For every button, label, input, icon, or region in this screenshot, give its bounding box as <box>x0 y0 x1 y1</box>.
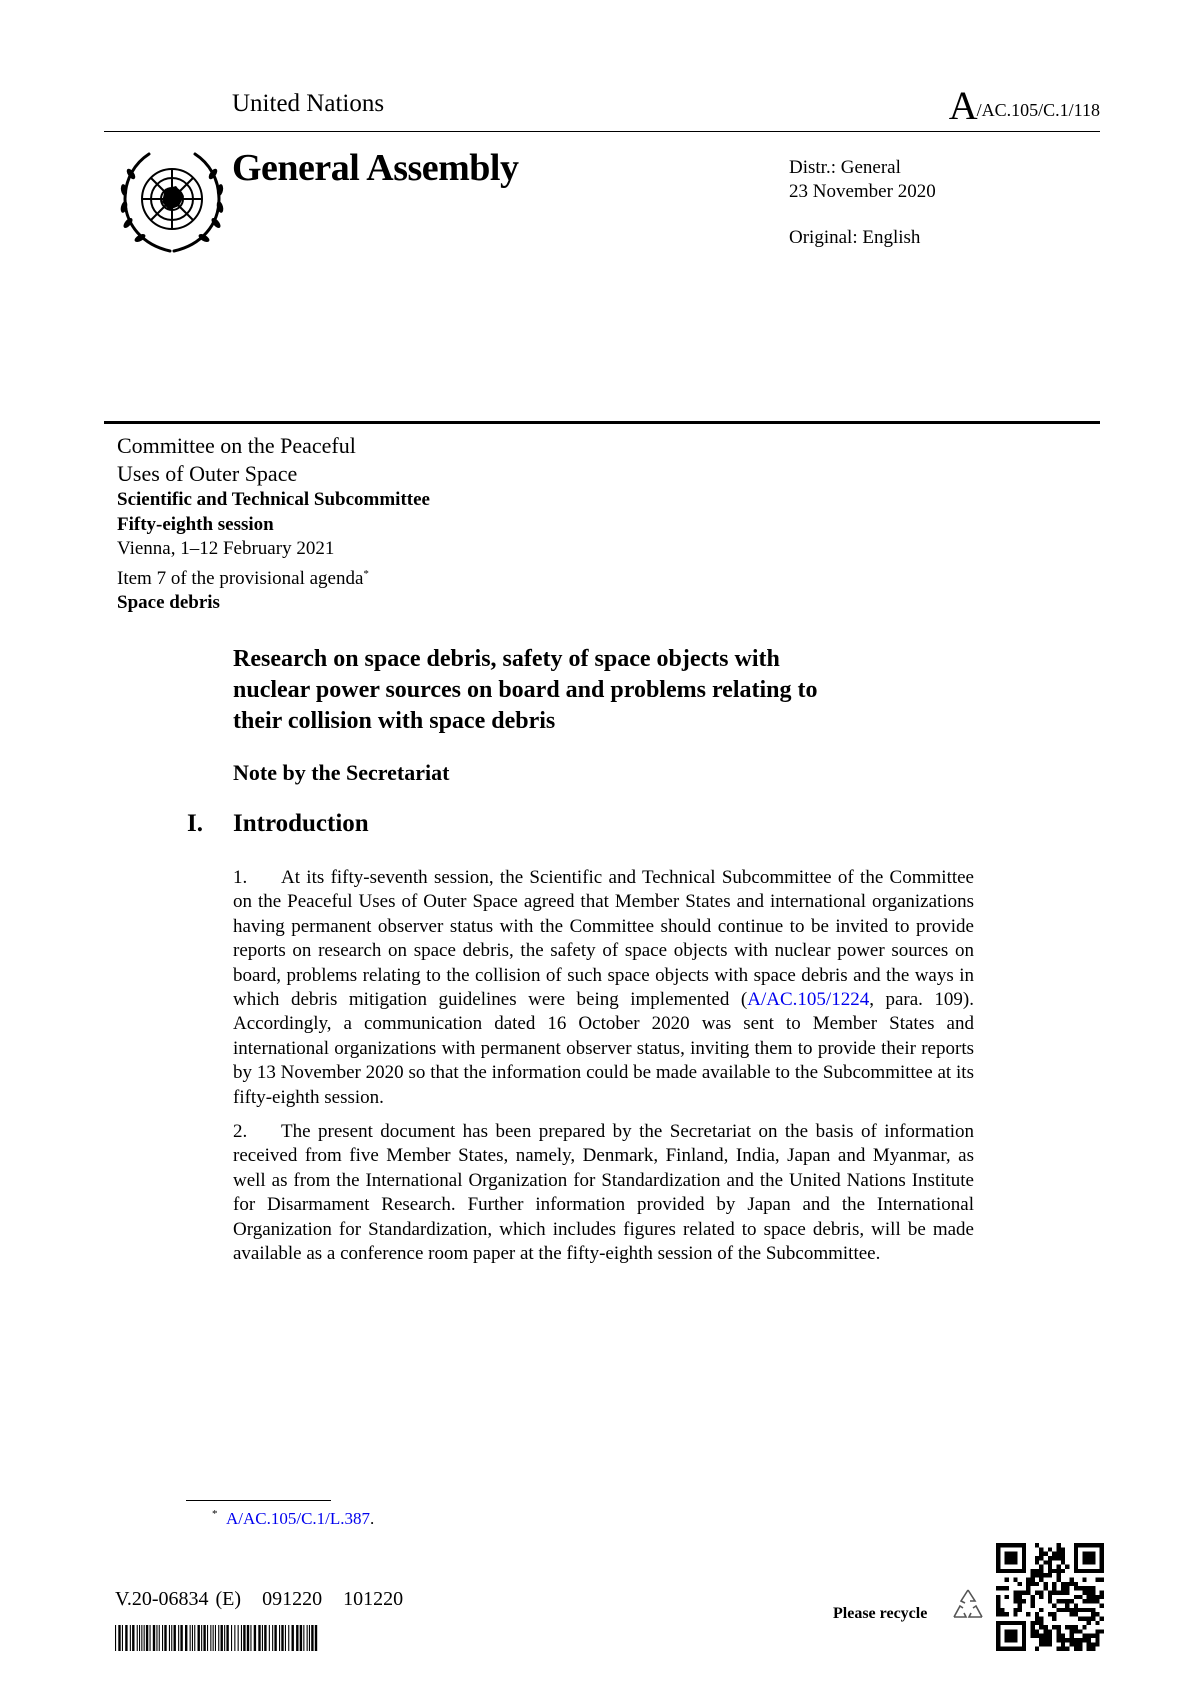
paragraph-1-number: 1. <box>233 867 248 888</box>
document-symbol <box>949 82 1100 129</box>
paragraph-1 <box>233 866 974 1110</box>
place-dates: Vienna, 1–12 February 2021 <box>117 538 335 559</box>
un-emblem-icon <box>113 143 231 261</box>
paragraph-2 <box>233 1120 974 1266</box>
committee-name-line1: Committee on the Peaceful <box>117 433 356 458</box>
qr-code-icon <box>996 1543 1104 1651</box>
title-line-3: their collision with space debris <box>233 708 556 734</box>
title-line-1: Research on space debris, safety of space objects with <box>233 646 780 672</box>
original-language: Original: English <box>789 227 921 248</box>
section-title: Introduction <box>233 810 369 837</box>
date-code-2: 101220 <box>343 1588 404 1610</box>
footnote-suffix: . <box>370 1509 375 1528</box>
committee-name-line2: Uses of Outer Space <box>117 461 298 486</box>
subcommittee-name: Scientific and Technical Subcommittee <box>117 489 430 510</box>
job-number-line <box>115 1588 403 1611</box>
footnote <box>212 1508 374 1529</box>
paragraph-1-text-a: At its fifty-seventh session, the Scientific and Technical Subcommittee of the Committee on the Peaceful Uses of Outer Space agreed that Member States and international organizations having permanent observer status with the Committee should continue to be invited to provide reports on research on space debris, the safety of space objects with nuclear power sources on board, problems relating to the collision of such space objects with space debris and the ways in which debris mitigation guidelines were being implemented ( <box>233 867 974 1011</box>
document-title <box>233 644 973 737</box>
body-text <box>233 866 974 1277</box>
masthead-rule <box>104 421 1100 424</box>
agenda-item <box>117 562 430 592</box>
paragraph-1-text-b: , para. 109). Accordingly, a communication dated 16 October 2020 was sent to Member States and international organizations with permanent observer status, inviting them to provide their reports by 13 November 2020 so that the information could be made available to the Subcommittee at its fifty-eighth session. <box>233 989 974 1108</box>
note-by: Note by the Secretariat <box>233 760 450 785</box>
barcode-icon <box>115 1625 320 1651</box>
agenda-item-text: Item 7 of the provisional agenda <box>117 567 364 589</box>
recycle-icon <box>949 1587 987 1623</box>
organization-name: United Nations <box>232 90 385 117</box>
title-line-2: nuclear power sources on board and problems relating to <box>233 677 818 703</box>
symbol-prefix: A <box>948 83 977 128</box>
job-number: V.20-06834 (E) <box>115 1588 242 1610</box>
date-code-1: 091220 <box>262 1588 323 1610</box>
header-rule <box>104 131 1100 132</box>
session-name: Fifty-eighth session <box>117 513 274 535</box>
footnote-link[interactable]: A/AC.105/C.1/L.387 <box>226 1509 371 1528</box>
section-number: I. <box>187 810 203 837</box>
footnote-rule <box>186 1500 331 1501</box>
agenda-title: Space debris <box>117 592 220 613</box>
recycle-label: Please recycle <box>833 1605 928 1622</box>
issue-date: 23 November 2020 <box>789 181 936 202</box>
paragraph-2-text: The present document has been prepared by the Secretariat on the basis of information received from five Member States, namely, Denmark, Finland, India, Japan and Myanmar, as well as from the International Organization for Standardization and the United Nations Institute for Disarmament Research. Further information provided by Japan and the International Organization for Standardization, which includes figures related to space debris, will be made available as a conference room paper at the fifty-eighth session of the Subcommittee. <box>233 1121 974 1265</box>
meeting-block <box>117 432 430 616</box>
footnote-marker-bottom: * <box>212 1508 218 1520</box>
footnote-marker: * <box>363 567 369 580</box>
symbol-rest: /AC.105/C.1/118 <box>976 100 1100 120</box>
document-link-1224[interactable]: A/AC.105/1224 <box>747 989 870 1011</box>
organ-title: General Assembly <box>232 147 519 189</box>
distribution-block <box>789 156 936 250</box>
paragraph-2-number: 2. <box>233 1121 248 1143</box>
distribution: Distr.: General <box>789 157 901 178</box>
